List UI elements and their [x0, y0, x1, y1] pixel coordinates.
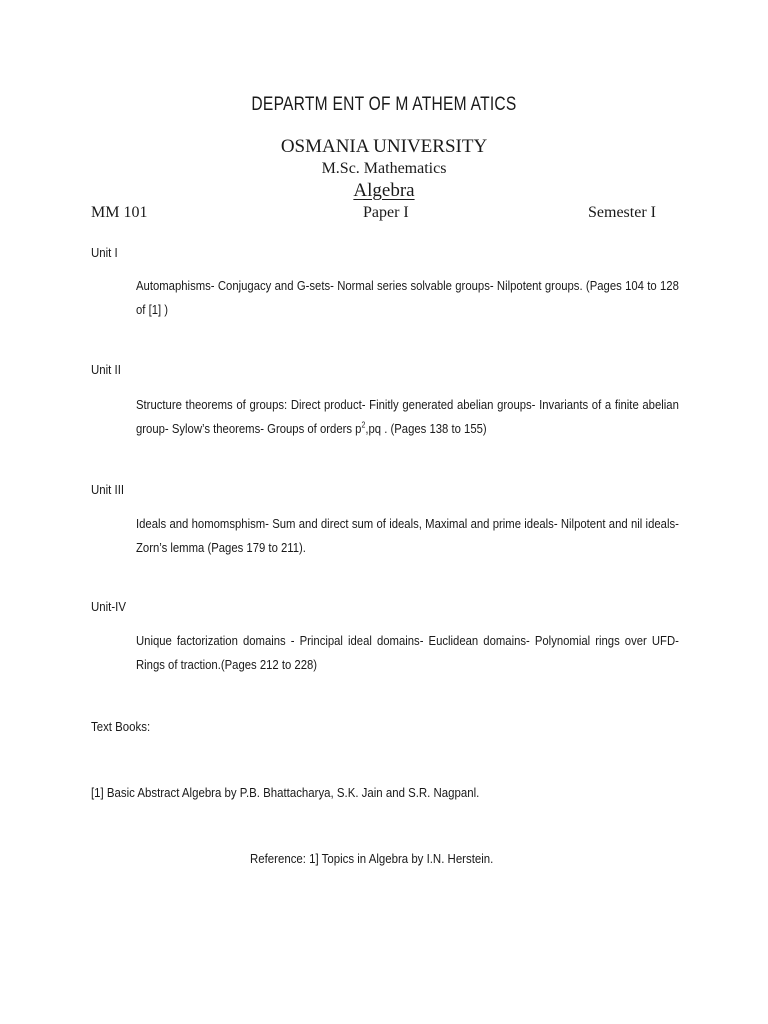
textbooks-heading: Text Books: [91, 719, 151, 734]
superscript-exponent: 2 [361, 420, 366, 430]
unit-3-title: Unit III [91, 482, 125, 497]
unit-4-title: Unit-IV [91, 599, 126, 614]
textbook-item: [1] Basic Abstract Algebra by P.B. Bhattacharya, S.K. Jain and S.R. Nagpanl. [91, 785, 480, 800]
semester: Semester I [588, 204, 656, 221]
degree-name: M.Sc. Mathematics [321, 160, 447, 177]
unit-1-title: Unit I [91, 245, 118, 260]
department-heading: DEPARTM ENT OF M ATHEM ATICS [251, 94, 517, 115]
unit-2-syllabus-text: Structure theorems of groups: Direct product- Finitly generated abelian groups- Invariants of a finite abelian group- Sylow’s theorems- Groups of orders p [136, 397, 679, 436]
course-code: MM 101 [91, 204, 148, 221]
university-name: OSMANIA UNIVERSITY [280, 136, 488, 157]
unit-1-syllabus: Automaphisms- Conjugacy and G-sets- Normal series solvable groups- Nilpotent groups. (Pages 104 to 128 of [1] ) [136, 278, 679, 317]
unit-2-syllabus [136, 393, 679, 441]
subject-title-text: Algebra [353, 180, 415, 201]
unit-2-title: Unit II [91, 362, 121, 377]
subject-title [0, 180, 768, 202]
unit-3-syllabus: Ideals and homomsphism- Sum and direct sum of ideals, Maximal and prime ideals- Nilpotent and nil ideals- Zorn’s lemma (Pages 179 to 211). [136, 516, 679, 555]
unit-2-syllabus-text-end: ,pq . (Pages 138 to 155) [365, 421, 487, 436]
unit-4-syllabus: Unique factorization domains - Principal ideal domains- Euclidean domains- Polynomial rings over UFD- Rings of traction.(Pages 212 to 228) [136, 633, 679, 672]
reference-line: Reference: 1] Topics in Algebra by I.N. Herstein. [250, 851, 494, 866]
paper-number: Paper I [363, 204, 409, 221]
